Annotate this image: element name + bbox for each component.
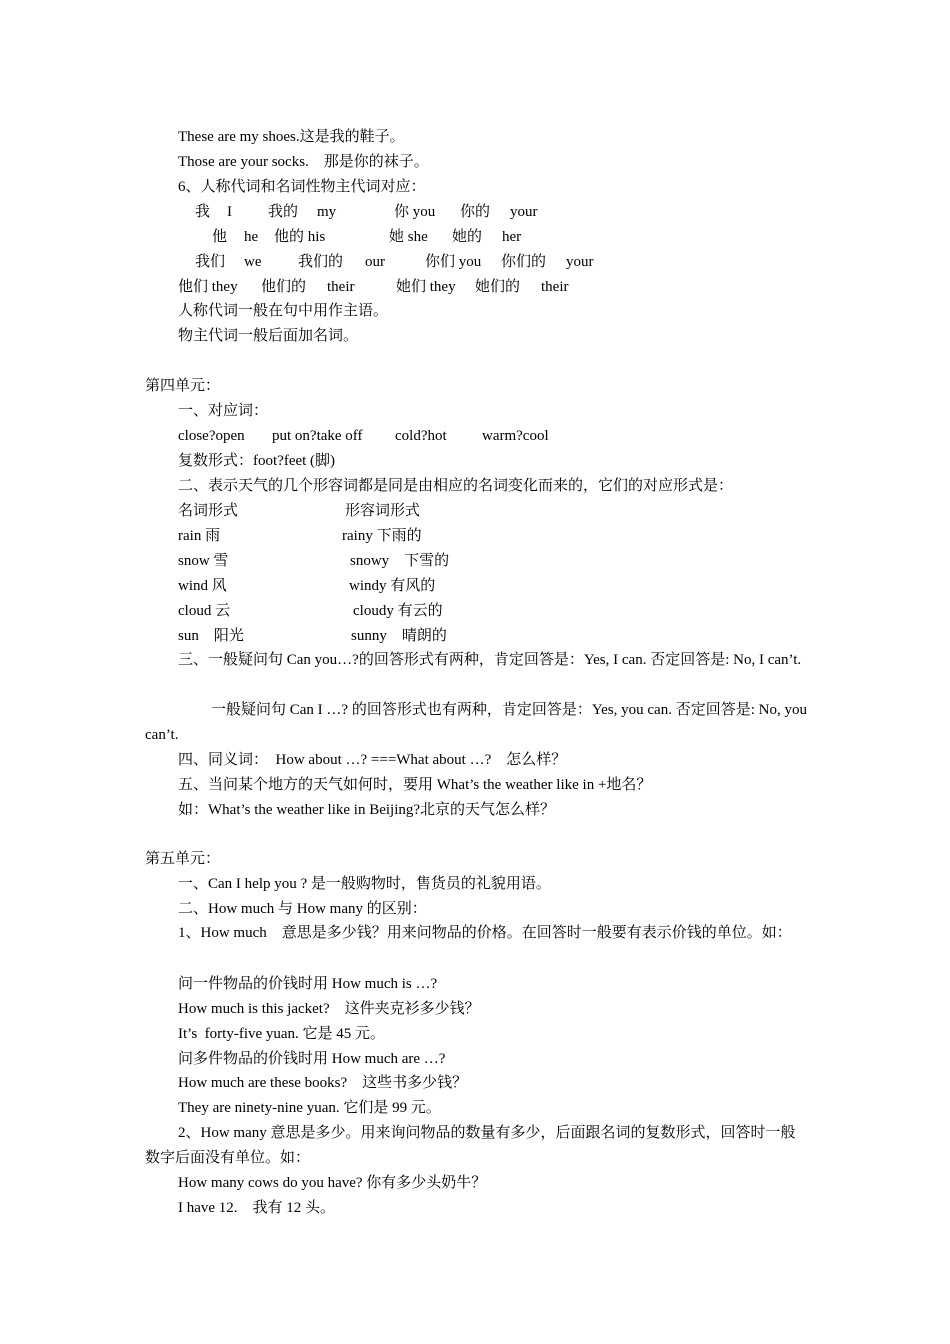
text-paragraph: 一般疑问句 Can I …? 的回答形式也有两种，肯定回答是：Yes, you can. 否定回答是: No, you can’t. <box>145 702 807 743</box>
pronoun-cell: 你们的 <box>501 254 547 270</box>
table-cell: sun 阳光 <box>178 628 244 644</box>
paragraph <box>145 648 810 673</box>
text-paragraph: 三、一般疑问句 Can you…?的回答形式有两种，肯定回答是：Yes, I can. 否定回答是: No, I can’t. <box>178 652 802 668</box>
word-pair: cold?hot <box>395 428 447 444</box>
pronoun-cell: her <box>502 229 522 245</box>
text-line: 物主代词一般后面加名词。 <box>178 328 359 344</box>
word-pair: warm?cool <box>482 428 549 444</box>
pronoun-cell: 我们 <box>195 254 226 270</box>
text-line: These are my shoes.这是我的鞋子。 <box>178 129 405 145</box>
text-line: It’s forty-five yuan. 它是 45 元。 <box>178 1026 386 1042</box>
table-header: 名词形式 <box>178 503 239 519</box>
text-line: 问一件物品的价钱时用 How much is …? <box>178 976 438 992</box>
pronoun-cell: he <box>244 229 259 245</box>
table-cell: cloudy 有云的 <box>353 603 443 619</box>
text-line: How many cows do you have? 你有多少头奶牛？ <box>178 1175 487 1191</box>
text-line: How much are these books? 这些书多少钱？ <box>178 1075 468 1091</box>
table-cell: windy 有风的 <box>349 578 436 594</box>
pronoun-cell: 你的 <box>460 204 491 220</box>
pronoun-cell: 我 <box>195 204 211 220</box>
section-heading: 第五单元： <box>145 851 221 867</box>
section-heading: 第四单元： <box>145 378 221 394</box>
text-line: 人称代词一般在句中用作主语。 <box>178 303 389 319</box>
pronoun-cell: 她的 <box>452 229 483 245</box>
text-line: 四、同义词： How about …? ===What about …? 怎么样？ <box>178 752 567 768</box>
table-cell: rainy 下雨的 <box>342 528 422 544</box>
paragraph <box>145 921 825 946</box>
pronoun-cell: my <box>317 204 337 220</box>
table-cell: rain 雨 <box>178 528 221 544</box>
pronoun-cell: 他们的 <box>261 279 307 295</box>
pronoun-cell: we <box>244 254 262 270</box>
pronoun-cell: 我们的 <box>298 254 344 270</box>
pronoun-cell: 你 you <box>394 204 436 220</box>
pronoun-cell: their <box>327 279 355 295</box>
paragraph <box>145 698 810 748</box>
pronoun-cell: 他 <box>212 229 228 245</box>
text-line: 如：What’s the weather like in Beijing?北京的天气怎么样？ <box>178 802 556 818</box>
text-line: Those are your socks. 那是你的袜子。 <box>178 154 429 170</box>
pronoun-cell: I <box>227 204 232 220</box>
text-line: 问多件物品的价钱时用 How much are …? <box>178 1051 446 1067</box>
table-header: 形容词形式 <box>345 503 421 519</box>
table-cell: snowy 下雪的 <box>350 553 450 569</box>
table-cell: snow 雪 <box>178 553 229 569</box>
text-line: I have 12. 我有 12 头。 <box>178 1200 336 1216</box>
table-cell: sunny 晴朗的 <box>351 628 447 644</box>
text-line: 一、Can I help you ? 是一般购物时，售货员的礼貌用语。 <box>178 876 551 892</box>
paragraph <box>145 1121 810 1171</box>
pronoun-cell: 她们的 <box>475 279 521 295</box>
text-line: How much is this jacket? 这件夹克衫多少钱？ <box>178 1001 480 1017</box>
text-line: They are ninety-nine yuan. 它们是 99 元。 <box>178 1100 441 1116</box>
table-cell: cloud 云 <box>178 603 231 619</box>
word-pair: close?open <box>178 428 245 444</box>
table-cell: wind 风 <box>178 578 227 594</box>
pronoun-cell: 我的 <box>268 204 299 220</box>
pronoun-cell: our <box>365 254 385 270</box>
text-paragraph: 2、How many 意思是多少。用来询问物品的数量有多少，后面跟名词的复数形式，回答时一般数字后面没有单位。如： <box>145 1125 796 1166</box>
pronoun-cell: 你们 you <box>425 254 482 270</box>
text-line: 二、How much 与 How many 的区别： <box>178 901 427 917</box>
pronoun-cell: their <box>541 279 569 295</box>
pronoun-cell: 他的 his <box>274 229 326 245</box>
text-line: 复数形式：foot?feet (脚) <box>178 453 336 469</box>
pronoun-cell: your <box>566 254 594 270</box>
text-line: 五、当问某个地方的天气如何时，要用 What’s the weather like in +地名？ <box>178 777 652 793</box>
text-line: 6、人称代词和名词性物主代词对应： <box>178 179 426 195</box>
pronoun-cell: 他们 they <box>178 279 238 295</box>
text-line: 二、表示天气的几个形容词都是同是由相应的名词变化而来的，它们的对应形式是： <box>178 478 734 494</box>
pronoun-cell: 她们 they <box>396 279 456 295</box>
text-paragraph: 1、How much 意思是多少钱？用来问物品的价格。在回答时一般要有表示价钱的单位。如： <box>178 925 792 941</box>
word-pair: put on?take off <box>272 428 363 444</box>
pronoun-cell: 她 she <box>389 229 428 245</box>
text-line: 一、对应词： <box>178 403 269 419</box>
pronoun-cell: your <box>510 204 538 220</box>
